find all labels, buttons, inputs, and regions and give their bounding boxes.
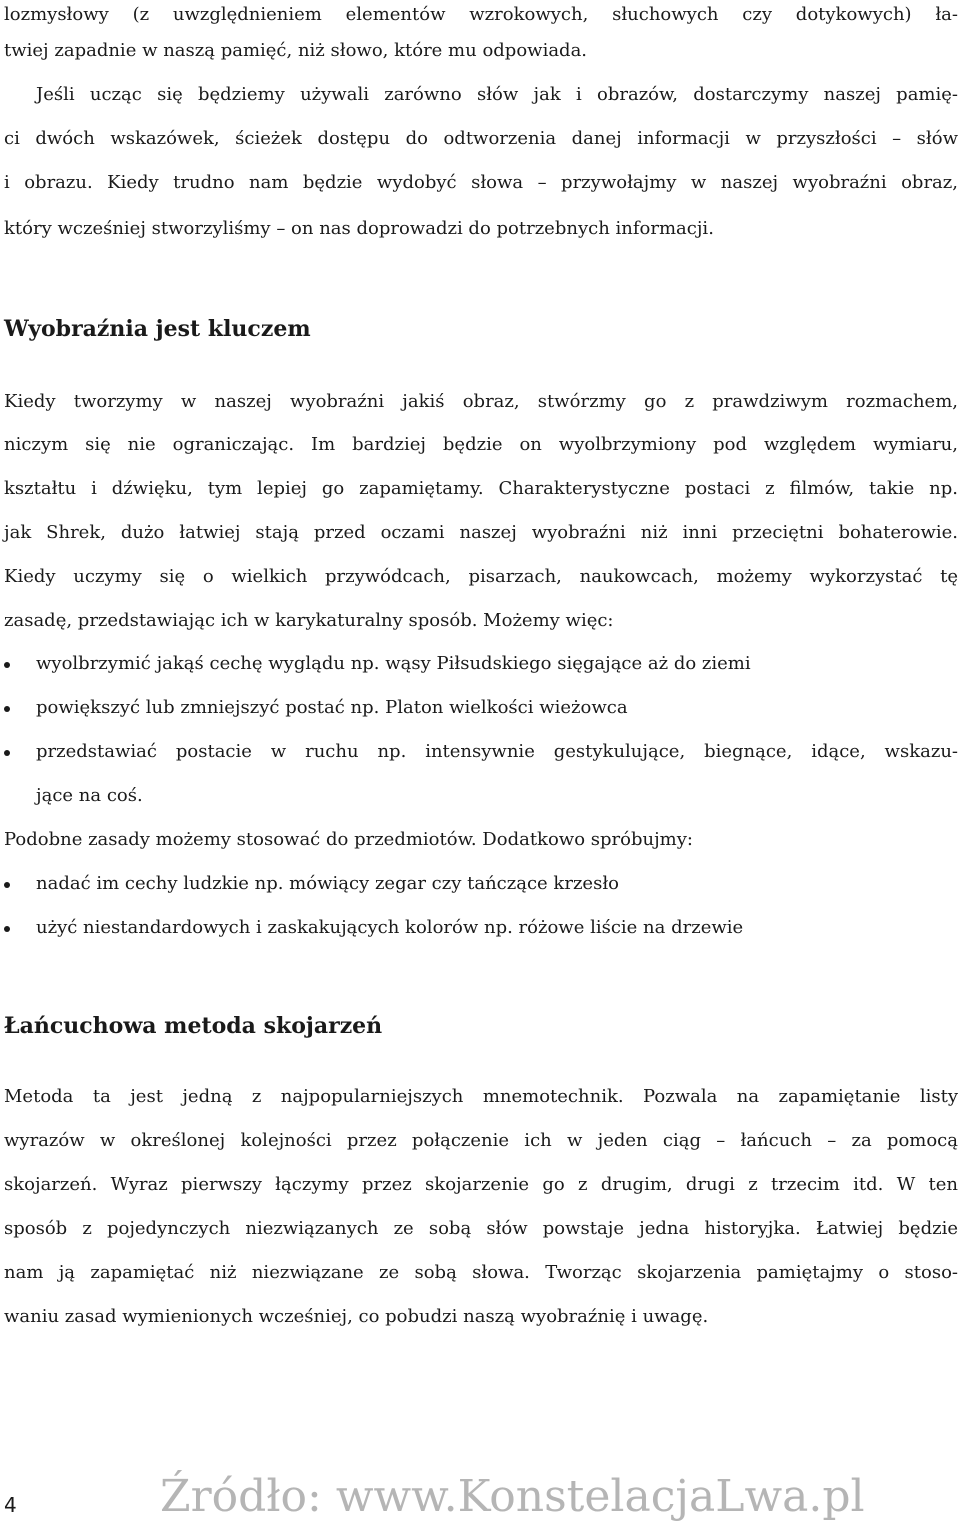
source-watermark: Źródło: www.KonstelacjaLwa.pl [160,1471,865,1522]
intro-line-5: i obrazu. Kiedy trudno nam będzie wydobyć słowa – przywołajmy w naszej wyobraźni obraz, [4,172,958,193]
section-heading-imagination: Wyobraźnia jest kluczem [4,316,311,342]
chain-line-6: waniu zasad wymienionych wcześniej, co pobudzi naszą wyobraźnię i uwagę. [4,1306,709,1327]
list-item: powiększyć lub zmniejszyć postać np. Platon wielkości wieżowca [36,697,628,718]
imagination-line-2: niczym się nie ograniczając. Im bardziej będzie on wyolbrzymiony pod względem wymiaru, [4,434,958,455]
intro-line-6: który wcześniej stworzyliśmy – on nas doprowadzi do potrzebnych informacji. [4,218,714,239]
bullet-marker [4,706,10,712]
intro-line-2: twiej zapadnie w naszą pamięć, niż słowo, które mu odpowiada. [4,40,588,61]
list-item-continuation: jące na coś. [36,785,143,806]
imagination-line-6: zasadę, przedstawiając ich w karykaturalny sposób. Możemy więc: [4,610,614,631]
chain-line-1: Metoda ta jest jedną z najpopularniejszych mnemotechnik. Pozwala na zapamiętanie listy [4,1086,958,1107]
bullet-marker [4,882,10,888]
chain-line-4: sposób z pojedynczych niezwiązanych ze sobą słów powstaje jedna historyjka. Łatwiej będzie [4,1218,958,1239]
intro-line-1: lozmysłowy (z uwzględnieniem elementów wzrokowych, słuchowych czy dotykowych) ła- [4,4,958,25]
list-item: nadać im cechy ludzkie np. mówiący zegar czy tańczące krzesło [36,873,619,894]
imagination-line-1: Kiedy tworzymy w naszej wyobraźni jakiś obraz, stwórzmy go z prawdziwym rozmachem, [4,391,958,412]
bullet-marker [4,662,10,668]
intro-line-3: Jeśli ucząc się będziemy używali zarówno słów jak i obrazów, dostarczymy naszej pamię- [36,84,958,105]
list-item: wyolbrzymić jakąś cechę wyglądu np. wąsy Piłsudskiego sięgające aż do ziemi [36,653,751,674]
chain-line-3: skojarzeń. Wyraz pierwszy łączymy przez skojarzenie go z drugim, drugi z trzecim itd. W ten [4,1174,958,1195]
imagination-line-3: kształtu i dźwięku, tym lepiej go zapamiętamy. Charakterystyczne postaci z filmów, takie np. [4,478,958,499]
objects-line: Podobne zasady możemy stosować do przedmiotów. Dodatkowo spróbujmy: [4,829,693,850]
chain-line-5: nam ją zapamiętać niż niezwiązane ze sobą słowa. Tworząc skojarzenia pamiętajmy o stoso- [4,1262,958,1283]
list-item: użyć niestandardowych i zaskakujących kolorów np. różowe liście na drzewie [36,917,744,938]
section-heading-chain: Łańcuchowa metoda skojarzeń [4,1013,383,1039]
bullet-marker [4,750,10,756]
bullet-marker [4,926,10,932]
page-number: 4 [4,1493,17,1517]
imagination-line-5: Kiedy uczymy się o wielkich przywódcach, pisarzach, naukowcach, możemy wykorzystać tę [4,566,958,587]
imagination-line-4: jak Shrek, dużo łatwiej stają przed oczami naszej wyobraźni niż inni przeciętni bohaterowie. [4,522,958,543]
intro-line-4: ci dwóch wskazówek, ścieżek dostępu do odtworzenia danej informacji w przyszłości – słów [4,128,958,149]
list-item: przedstawiać postacie w ruchu np. intensywnie gestykulujące, biegnące, idące, wskazu- [36,741,958,762]
chain-line-2: wyrazów w określonej kolejności przez połączenie ich w jeden ciąg – łańcuch – za pomocą [4,1130,958,1151]
